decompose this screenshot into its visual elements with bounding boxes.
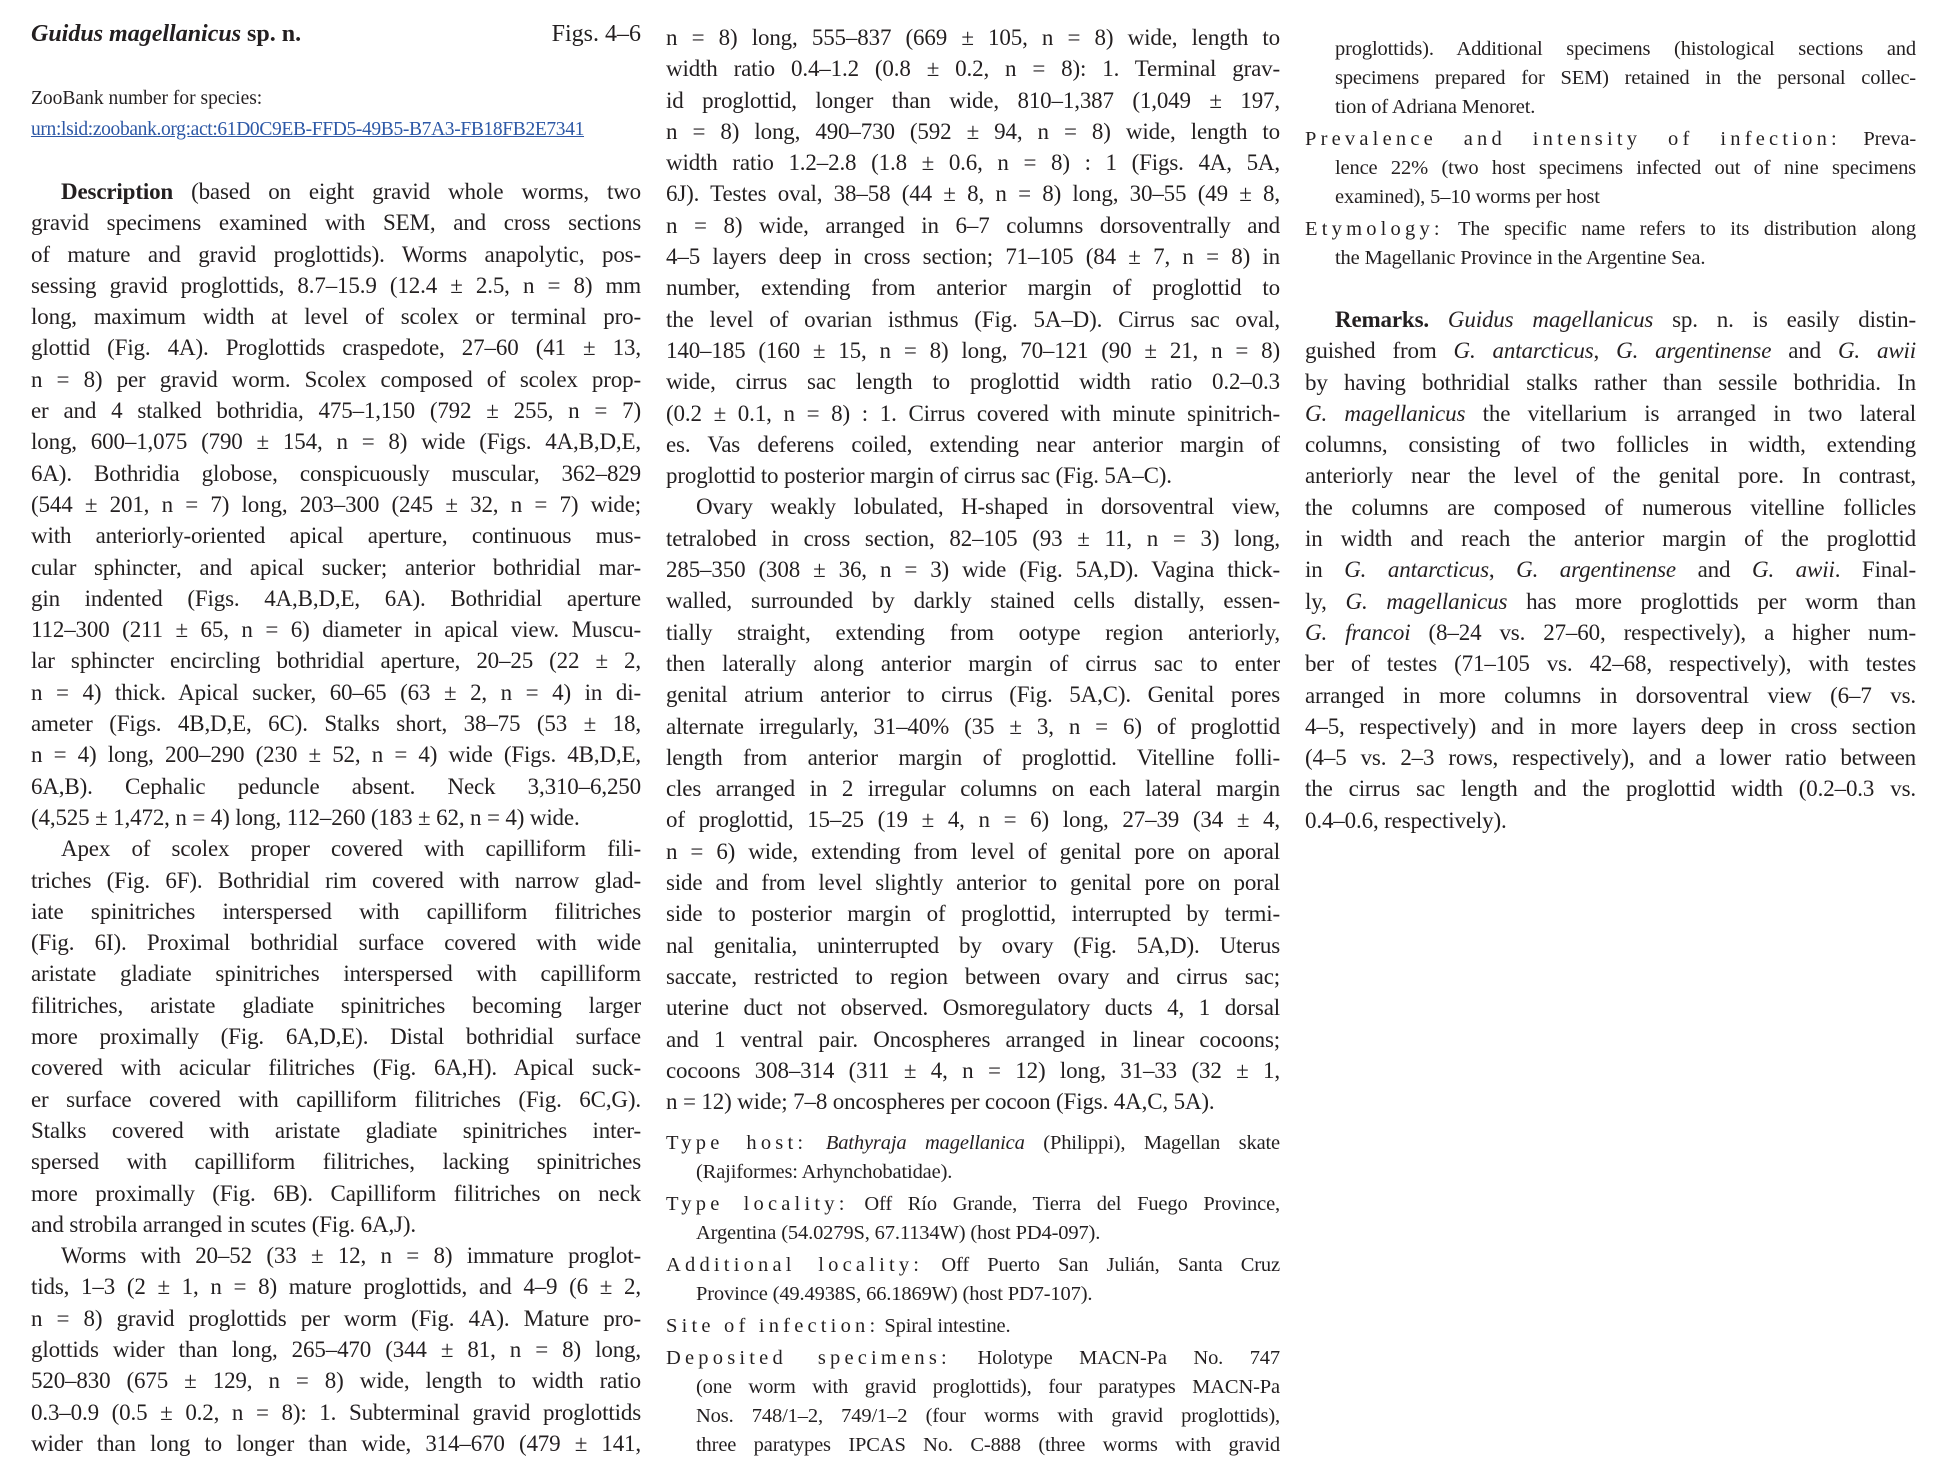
text-line: saccate, restricted to region between ovary and cirrus sac; — [666, 963, 1280, 989]
text-line: of mature and gravid proglottids). Worms anapolytic, pos- — [31, 241, 641, 267]
text-line: 285–350 (308 ± 36, n = 3) wide (Fig. 5A,D). Vagina thick- — [666, 557, 1280, 583]
summary-section — [666, 1344, 1280, 1460]
section-label: Etymology: — [1305, 218, 1444, 240]
text-run — [807, 1132, 826, 1154]
text-line: aristate gladiate spinitriches interspersed with capilliform — [31, 961, 641, 987]
text-line: tids, 1–3 (2 ± 1, n = 8) mature proglottids, and 4–9 (6 ± 2, — [31, 1274, 641, 1300]
text-line — [666, 1129, 1280, 1158]
text-run: in — [1305, 557, 1345, 583]
paragraph — [666, 22, 1280, 491]
text-line — [1305, 304, 1916, 335]
text-line — [31, 176, 641, 207]
text-line — [1305, 215, 1916, 244]
text-line: width ratio 0.4–1.2 (0.8 ± 0.2, n = 8): 1. Terminal grav- — [666, 56, 1280, 82]
text-line: nal genitalia, uninterrupted by ovary (Fig. 5A,D). Uterus — [666, 932, 1280, 958]
text-line: 4–5, respectively) and in more layers deep in cross section — [1305, 713, 1916, 739]
text-line: (0.2 ± 0.1, n = 8) : 1. Cirrus covered with minute spinitrich- — [666, 400, 1280, 426]
text-line: lar sphincter encircling bothridial aperture, 20–25 (22 ± 2, — [31, 648, 641, 674]
text-run: (Philippi), Magellan skate — [1024, 1132, 1280, 1154]
text-run: , — [1593, 338, 1617, 364]
text-run: (based on eight gravid whole worms, two — [173, 179, 641, 204]
summary-section — [666, 1312, 1280, 1341]
text-line: proglottid to posterior margin of cirrus sac (Fig. 5A–C). — [666, 463, 1172, 489]
text-line: Stalks covered with aristate gladiate spinitriches inter- — [31, 1117, 641, 1143]
text-line: 112–300 (211 ± 65, n = 6) diameter in apical view. Muscu- — [31, 617, 641, 643]
text-line: 520–830 (675 ± 129, n = 8) wide, length to width ratio — [31, 1368, 641, 1394]
section-text: Holotype MACN-Pa No. 747 — [950, 1347, 1280, 1369]
text-line: cular sphincter, and apical sucker; anterior bothridial mar- — [31, 554, 641, 580]
text-line — [666, 1251, 1280, 1280]
text-line: Argentina (54.0279S, 67.1134W) (host PD4-097). — [696, 1222, 1101, 1244]
text-line: in width and reach the anterior margin of the proglottid — [1305, 526, 1916, 552]
text-line: columns, consisting of two follicles in width, extending — [1305, 432, 1916, 458]
italic-run: Bathyraja magellanica — [825, 1132, 1025, 1154]
text-line: gravid specimens examined with SEM, and cross sections — [31, 210, 641, 236]
text-line: tially straight, extending from ootype region anteriorly, — [666, 619, 1280, 645]
text-line: cles arranged in 2 irregular columns on each lateral margin — [666, 776, 1280, 802]
text-line: width ratio 1.2–2.8 (1.8 ± 0.6, n = 8) : 1 (Figs. 4A, 5A, — [666, 150, 1280, 176]
section-label: Type locality: — [666, 1193, 849, 1215]
section-label: Additional locality: — [666, 1254, 924, 1276]
section-text: Off Río Grande, Tierra del Fuego Province, — [848, 1193, 1280, 1215]
text-line: anteriorly near the level of the genital pore. In contrast, — [1305, 463, 1916, 489]
text-line: iate spinitriches interspersed with capilliform filitriches — [31, 898, 641, 924]
section-label: Site of infection: — [666, 1315, 880, 1337]
figure-reference: Figs. 4–6 — [551, 21, 641, 47]
summary-section — [1305, 215, 1916, 273]
text-line: cocoons 308–314 (311 ± 4, n = 12) long, 31–33 (32 ± 1, — [666, 1057, 1280, 1083]
text-line: n = 8) gravid proglottids per worm (Fig. 4A). Mature pro- — [31, 1305, 641, 1331]
species-suffix: sp. n. — [241, 21, 302, 47]
section-text: Preva- — [1840, 128, 1916, 150]
text-line: the Magellanic Province in the Argentine Sea. — [1335, 247, 1706, 269]
text-line: covered with acicular filitriches (Fig. 6A,H). Apical suck- — [31, 1055, 641, 1081]
text-line: three paratypes IPCAS No. C-888 (three worms with gravid — [696, 1434, 1280, 1456]
text-line: specimens prepared for SEM) retained in the personal collec- — [1335, 67, 1916, 89]
text-run: (8–24 vs. 27–60, respectively), a higher num- — [1410, 619, 1916, 645]
section-label: Prevalence and intensity of infection: — [1305, 128, 1841, 150]
text-line — [1305, 335, 1916, 366]
anatomy-text — [666, 22, 1280, 1117]
italic-run: G. francoi — [1305, 619, 1411, 645]
bold-run: Description — [61, 179, 174, 204]
text-line: Apex of scolex proper covered with capilliform fili- — [61, 836, 641, 862]
zoobank-link[interactable]: urn:lsid:zoobank.org:act:61D0C9EB-FFD5-49B5-B7A3-FB18FB2E7341 — [31, 119, 585, 140]
text-line — [1305, 586, 1916, 617]
text-line: n = 8) long, 490–730 (592 ± 94, n = 8) wide, length to — [666, 118, 1280, 144]
text-line: 0.4–0.6, respectively). — [1305, 807, 1507, 833]
italic-run: G. awii — [1751, 557, 1835, 583]
section-text: Spiral intestine. — [879, 1315, 1011, 1337]
text-line: 4–5 layers deep in cross section; 71–105 (84 ± 7, n = 8) in — [666, 244, 1280, 270]
text-line: Ovary weakly lobulated, H-shaped in dorsoventral view, — [696, 494, 1280, 520]
text-line: by having bothridial stalks rather than sessile bothridia. In — [1305, 369, 1916, 395]
description-text — [31, 176, 641, 1459]
text-line: walled, surrounded by darkly stained cells distally, essen- — [666, 588, 1280, 614]
text-line: long, maximum width at level of scolex or terminal pro- — [31, 304, 641, 330]
text-line — [666, 1312, 1280, 1341]
zoobank-label: ZooBank number for species: — [31, 88, 263, 109]
text-line: er surface covered with capilliform filitriches (Fig. 6C,G). — [31, 1086, 641, 1112]
text-line: er and 4 stalked bothridia, 475–1,150 (792 ± 255, n = 7) — [31, 398, 641, 424]
paragraph — [31, 176, 641, 833]
text-line: with anteriorly-oriented apical aperture, continuous mus- — [31, 523, 641, 549]
text-line: n = 8) per gravid worm. Scolex composed of scolex prop- — [31, 366, 641, 392]
text-line — [666, 1344, 1280, 1373]
section-label: Type host: — [666, 1132, 808, 1154]
text-line: arranged in more columns in dorsoventral view (6–7 vs. — [1305, 682, 1916, 708]
text-line: 6J). Testes oval, 38–58 (44 ± 8, n = 8) long, 30–55 (49 ± 8, — [666, 181, 1280, 207]
text-line: gin indented (Figs. 4A,B,D,E, 6A). Bothridial aperture — [31, 585, 641, 611]
text-line: 0.3–0.9 (0.5 ± 0.2, n = 8): 1. Subterminal gravid proglottids — [31, 1399, 641, 1425]
text-line: long, 600–1,075 (790 ± 154, n = 8) wide (Figs. 4A,B,D,E, — [31, 429, 641, 455]
text-line: glottids wider than long, 265–470 (344 ± 81, n = 8) long, — [31, 1336, 641, 1362]
paragraph — [1305, 304, 1916, 836]
text-line: (Fig. 6I). Proximal bothridial surface covered with wide — [31, 930, 641, 956]
text-line: proglottids). Additional specimens (histological sections and — [1335, 38, 1916, 60]
text-line: (4,525 ± 1,472, n = 4) long, 112–260 (183 ± 62, n = 4) wide. — [31, 804, 580, 830]
summary-section — [666, 1251, 1280, 1309]
text-line: n = 8) long, 555–837 (669 ± 105, n = 8) wide, length to — [666, 25, 1280, 50]
text-line — [1305, 125, 1916, 154]
italic-run: G. magellanicus — [1305, 400, 1466, 426]
text-line: filitriches, aristate gladiate spinitriches becoming larger — [31, 992, 641, 1018]
text-line: the columns are composed of numerous vitelline follicles — [1305, 494, 1916, 520]
text-line: side to posterior margin of proglottid, interrupted by termi- — [666, 901, 1280, 927]
text-line: alternate irregularly, 31–40% (35 ± 3, n = 6) of proglottid — [666, 713, 1280, 739]
text-run: has more proglottids per worm than — [1507, 588, 1916, 614]
species-heading — [31, 18, 641, 50]
summary-section — [666, 1129, 1280, 1187]
text-line: the cirrus sac length and the proglottid width (0.2–0.3 vs. — [1305, 776, 1916, 802]
text-line: lence 22% (two host specimens infected out of nine specimens — [1335, 157, 1916, 179]
text-line: genital atrium anterior to cirrus (Fig. 5A,C). Genital pores — [666, 682, 1280, 708]
text-line: (4–5 vs. 2–3 rows, respectively), and a lower ratio between — [1305, 745, 1916, 771]
text-line: of proglottid, 15–25 (19 ± 4, n = 6) long, 27–39 (34 ± 4, — [666, 807, 1280, 833]
section-text — [807, 1132, 1280, 1154]
remarks-text — [1305, 304, 1916, 836]
text-line — [1305, 398, 1916, 429]
text-line: 6A). Bothridia globose, conspicuously muscular, 362–829 — [31, 460, 641, 486]
summary-section — [1305, 35, 1916, 122]
text-run: . Final- — [1834, 557, 1916, 583]
text-run: sp. n. is easily distin- — [1653, 307, 1916, 332]
text-line: triches (Fig. 6F). Bothridial rim covered with narrow glad- — [31, 867, 641, 893]
italic-run: G. antarcticus — [1344, 557, 1489, 583]
section-text: Off Puerto San Julián, Santa Cruz — [923, 1254, 1280, 1276]
text-line: Province (49.4938S, 66.1869W) (host PD7-107). — [696, 1283, 1093, 1305]
text-line: ameter (Figs. 4B,D,E, 6C). Stalks short, 38–75 (53 ± 18, — [31, 711, 641, 737]
text-run — [1429, 307, 1448, 332]
section-text: The specific name refers to its distribution along — [1443, 218, 1916, 240]
italic-run: G. magellanicus — [1345, 588, 1508, 614]
text-line: 6A,B). Cephalic peduncle absent. Neck 3,310–6,250 — [31, 773, 641, 799]
summary-section — [1305, 125, 1916, 212]
text-line — [666, 1190, 1280, 1219]
text-line: (544 ± 201, n = 7) long, 203–300 (245 ± 32, n = 7) wide; — [31, 491, 641, 517]
text-line: tion of Adriana Menoret. — [1335, 96, 1536, 118]
text-line: examined), 5–10 worms per host — [1335, 186, 1600, 208]
italic-run: G. awii — [1837, 338, 1916, 364]
text-line: the level of ovarian isthmus (Fig. 5A–D). Cirrus sac oval, — [666, 306, 1280, 332]
text-line: ber of testes (71–105 vs. 42–68, respectively), with testes — [1305, 651, 1916, 677]
text-run: ly, — [1305, 588, 1346, 614]
summary-continued — [1305, 35, 1916, 273]
text-line: n = 8) wide, arranged in 6–7 columns dorsoventrally and — [666, 212, 1280, 238]
text-line: more proximally (Fig. 6B). Capilliform filitriches on neck — [31, 1180, 641, 1206]
text-line: wider than long to longer than wide, 314–670 (479 ± 141, — [31, 1430, 641, 1456]
text-line: id proglottid, longer than wide, 810–1,387 (1,049 ± 197, — [666, 87, 1280, 113]
paragraph — [31, 1240, 641, 1459]
text-line: uterine duct not observed. Osmoregulatory ducts 4, 1 dorsal — [666, 995, 1280, 1021]
text-line: 140–185 (160 ± 15, n = 8) long, 70–121 (90 ± 21, n = 8) — [666, 337, 1280, 363]
text-run: guished from — [1305, 338, 1454, 364]
section-label: Deposited specimens: — [666, 1347, 951, 1369]
text-run: and — [1771, 338, 1838, 364]
text-run: the vitellarium is arranged in two lateral — [1465, 400, 1916, 426]
text-line: (Rajiformes: Arhynchobatidae). — [696, 1161, 953, 1183]
italic-run: G. antarcticus — [1453, 338, 1594, 364]
text-line — [1305, 554, 1916, 585]
text-line: length from anterior margin of proglottid. Vitelline folli- — [666, 744, 1280, 770]
text-line: spersed with capilliform filitriches, lacking spinitriches — [31, 1149, 641, 1175]
text-line: then laterally along anterior margin of cirrus sac to enter — [666, 650, 1280, 676]
text-line: es. Vas deferens coiled, extending near anterior margin of — [666, 431, 1280, 457]
paragraph — [666, 491, 1280, 1117]
italic-run: G. argentinense — [1616, 338, 1772, 364]
text-line: (one worm with gravid proglottids), four paratypes MACN-Pa — [696, 1376, 1280, 1398]
text-line: sessing gravid proglottids, 8.7–15.9 (12.4 ± 2.5, n = 8) mm — [31, 272, 641, 298]
taxonomic-summary — [666, 1129, 1280, 1460]
text-line: n = 4) long, 200–290 (230 ± 52, n = 4) wide (Figs. 4B,D,E, — [31, 742, 641, 768]
text-line: glottid (Fig. 4A). Proglottids craspedote, 27–60 (41 ± 13, — [31, 335, 641, 361]
text-line: and strobila arranged in scutes (Fig. 6A,J). — [31, 1211, 416, 1237]
text-run: , — [1488, 557, 1517, 583]
paragraph — [31, 833, 641, 1240]
text-line: number, extending from anterior margin of proglottid to — [666, 275, 1280, 301]
italic-run: G. argentinense — [1516, 557, 1676, 583]
summary-section — [666, 1190, 1280, 1248]
text-line — [1305, 617, 1916, 648]
text-line: n = 4) thick. Apical sucker, 60–65 (63 ± 2, n = 4) in di- — [31, 679, 641, 705]
text-line: more proximally (Fig. 6A,D,E). Distal bothridial surface — [31, 1024, 641, 1050]
text-line: Nos. 748/1–2, 749/1–2 (four worms with gravid proglottids), — [696, 1405, 1280, 1427]
species-name: Guidus magellanicus — [31, 21, 242, 47]
text-line: Worms with 20–52 (33 ± 12, n = 8) immature proglot- — [61, 1243, 641, 1269]
italic-run: Guidus magellanicus — [1447, 307, 1654, 332]
text-line: side and from level slightly anterior to genital pore on poral — [666, 870, 1280, 896]
text-line: n = 6) wide, extending from level of genital pore on aporal — [666, 838, 1280, 864]
bold-run: Remarks. — [1335, 307, 1429, 332]
text-line: n = 12) wide; 7–8 oncospheres per cocoon (Figs. 4A,C, 5A). — [666, 1089, 1215, 1115]
text-line: tetralobed in cross section, 82–105 (93 ± 11, n = 3) long, — [666, 525, 1280, 551]
text-line: wide, cirrus sac length to proglottid width ratio 0.2–0.3 — [666, 369, 1280, 395]
text-run: and — [1675, 557, 1752, 583]
text-line: and 1 ventral pair. Oncospheres arranged in linear cocoons; — [666, 1026, 1280, 1052]
